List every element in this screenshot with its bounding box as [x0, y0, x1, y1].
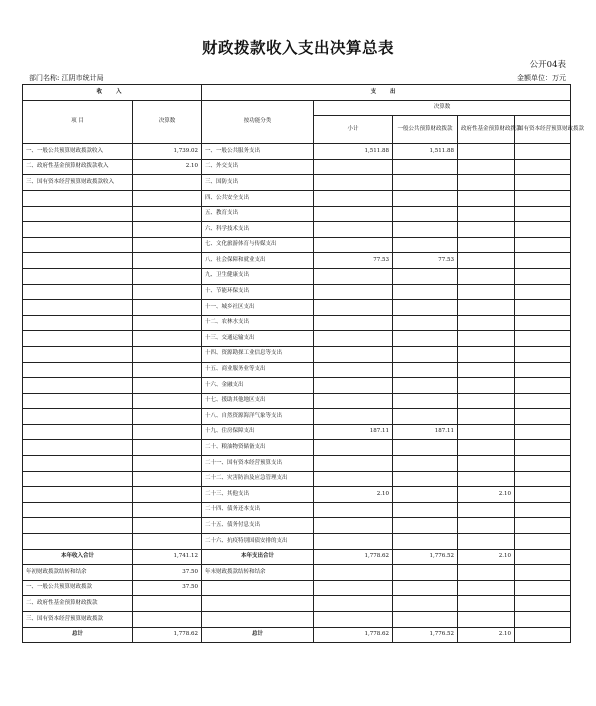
function-category-cell: 八、社会保障和就业支出 — [202, 253, 314, 269]
income-item-cell — [23, 409, 133, 425]
subtotal-cell: 2.10 — [314, 487, 393, 503]
function-category-cell: 十、节能环保支出 — [202, 284, 314, 300]
gov-fund-cell — [458, 424, 515, 440]
income-item-cell — [23, 315, 133, 331]
income-amount-cell — [133, 456, 202, 472]
subtotal-cell — [314, 206, 393, 222]
income-amount-cell — [133, 268, 202, 284]
subtotal-cell — [314, 315, 393, 331]
subtotal-cell — [314, 393, 393, 409]
income-amount-cell — [133, 487, 202, 503]
col-subtotal-header: 小计 — [314, 116, 393, 144]
carry-detail-label: 一、一般公共预算财政拨款 — [23, 580, 133, 596]
state-capital-cell — [515, 268, 571, 284]
subtotal-cell — [314, 502, 393, 518]
state-capital-cell — [515, 315, 571, 331]
general-budget-cell — [393, 237, 458, 253]
income-item-cell — [23, 300, 133, 316]
function-category-cell: 十四、资源勘探工业信息等支出 — [202, 346, 314, 362]
income-amount-cell — [133, 237, 202, 253]
income-amount-cell — [133, 362, 202, 378]
carry-detail-label: 二、政府性基金预算财政拨款 — [23, 596, 133, 612]
function-category-cell: 二十五、债务付息支出 — [202, 518, 314, 534]
table-row — [23, 284, 571, 300]
income-item-cell — [23, 206, 133, 222]
gov-fund-cell — [458, 175, 515, 191]
carry-detail-amount: 37.50 — [133, 580, 202, 596]
table-row — [23, 222, 571, 238]
empty-cell — [314, 596, 393, 612]
general-budget-cell — [393, 487, 458, 503]
carry-in-label: 年初财政拨款结转和结余 — [23, 565, 133, 581]
expense-header: 支 出 — [202, 85, 571, 101]
col-state-capital-header: 国有资本经营预算财政拨款 — [515, 116, 571, 144]
gov-fund-cell — [458, 346, 515, 362]
gov-fund-cell — [458, 518, 515, 534]
col-budget2-header: 决算数 — [314, 100, 571, 116]
income-item-cell — [23, 268, 133, 284]
general-budget-cell — [393, 471, 458, 487]
function-category-cell: 二、外交支出 — [202, 159, 314, 175]
income-amount-cell — [133, 346, 202, 362]
subtotal-cell — [314, 518, 393, 534]
function-category-cell: 六、科学技术支出 — [202, 222, 314, 238]
subtotal-cell — [314, 268, 393, 284]
year-expense-state-capital — [515, 549, 571, 565]
income-item-cell — [23, 284, 133, 300]
state-capital-cell — [515, 331, 571, 347]
gov-fund-cell — [458, 471, 515, 487]
subtotal-cell — [314, 440, 393, 456]
empty-cell — [393, 612, 458, 628]
state-capital-cell — [515, 440, 571, 456]
gov-fund-cell — [458, 393, 515, 409]
general-budget-cell: 77.53 — [393, 253, 458, 269]
subtotal-cell — [314, 409, 393, 425]
year-expense-gov-fund: 2.10 — [458, 549, 515, 565]
general-budget-cell — [393, 284, 458, 300]
carry-out-label: 年末财政拨款结转和结余 — [202, 565, 314, 581]
carry-over-row — [23, 565, 571, 581]
function-category-cell: 十九、住房保障支出 — [202, 424, 314, 440]
col-general-header: 一般公共预算财政拨款 — [393, 116, 458, 144]
subtotal-cell — [314, 534, 393, 550]
function-category-cell: 二十六、抗疫特别国债安排的支出 — [202, 534, 314, 550]
function-category-cell: 二十一、国有资本经营预算支出 — [202, 456, 314, 472]
gov-fund-cell — [458, 440, 515, 456]
income-item-cell — [23, 222, 133, 238]
general-budget-cell — [393, 222, 458, 238]
subtotal-cell — [314, 471, 393, 487]
income-item-cell — [23, 346, 133, 362]
income-amount-cell — [133, 378, 202, 394]
table-row — [23, 300, 571, 316]
year-expense-label: 本年支出合计 — [202, 549, 314, 565]
subtotal-cell — [314, 378, 393, 394]
state-capital-cell — [515, 300, 571, 316]
income-item-cell: 三、国有资本经营预算财政拨款收入 — [23, 175, 133, 191]
gov-fund-cell — [458, 409, 515, 425]
total-state-capital — [515, 627, 571, 643]
general-budget-cell — [393, 268, 458, 284]
table-row — [23, 393, 571, 409]
income-amount-cell — [133, 175, 202, 191]
state-capital-cell — [515, 362, 571, 378]
table-row — [23, 175, 571, 191]
function-category-cell: 一、一般公共服务支出 — [202, 144, 314, 160]
gov-fund-cell: 2.10 — [458, 487, 515, 503]
table-row — [23, 237, 571, 253]
income-amount-cell — [133, 331, 202, 347]
function-category-cell: 二十、粮油物资储备支出 — [202, 440, 314, 456]
income-amount-cell — [133, 284, 202, 300]
function-category-cell: 二十二、灾害防治及应急管理支出 — [202, 471, 314, 487]
table-row — [23, 253, 571, 269]
income-item-cell — [23, 424, 133, 440]
income-amount-cell — [133, 300, 202, 316]
total-label-income: 总计 — [23, 627, 133, 643]
table-row — [23, 190, 571, 206]
state-capital-cell — [515, 159, 571, 175]
year-expense-subtotal: 1,778.62 — [314, 549, 393, 565]
general-budget-cell — [393, 502, 458, 518]
gov-fund-cell — [458, 284, 515, 300]
table-row — [23, 534, 571, 550]
income-amount-cell — [133, 206, 202, 222]
subtotal-cell — [314, 362, 393, 378]
empty-cell — [458, 612, 515, 628]
general-budget-cell — [393, 315, 458, 331]
grand-total-row — [23, 627, 571, 643]
carry-detail-row — [23, 596, 571, 612]
table-row — [23, 424, 571, 440]
empty-cell — [393, 565, 458, 581]
general-budget-cell — [393, 440, 458, 456]
gov-fund-cell — [458, 502, 515, 518]
general-budget-cell — [393, 300, 458, 316]
state-capital-cell — [515, 393, 571, 409]
total-income-amount: 1,778.62 — [133, 627, 202, 643]
empty-cell — [515, 565, 571, 581]
empty-cell — [515, 596, 571, 612]
function-category-cell: 十六、金融支出 — [202, 378, 314, 394]
gov-fund-cell — [458, 253, 515, 269]
gov-fund-cell — [458, 456, 515, 472]
gov-fund-cell — [458, 144, 515, 160]
state-capital-cell — [515, 518, 571, 534]
subtotal-cell — [314, 159, 393, 175]
fiscal-summary-table — [22, 84, 585, 643]
income-amount-cell — [133, 471, 202, 487]
table-row — [23, 378, 571, 394]
income-amount-cell — [133, 222, 202, 238]
income-item-cell — [23, 440, 133, 456]
carry-detail-amount — [133, 596, 202, 612]
col-func-header: 按功能分类 — [202, 100, 314, 144]
table-row — [23, 331, 571, 347]
general-budget-cell — [393, 159, 458, 175]
income-item-cell — [23, 534, 133, 550]
income-item-cell: 一、一般公共预算财政拨款收入 — [23, 144, 133, 160]
income-amount-cell — [133, 190, 202, 206]
year-expense-general: 1,776.52 — [393, 549, 458, 565]
table-row — [23, 409, 571, 425]
general-budget-cell — [393, 456, 458, 472]
table-row — [23, 159, 571, 175]
table-row — [23, 268, 571, 284]
gov-fund-cell — [458, 534, 515, 550]
general-budget-cell — [393, 518, 458, 534]
state-capital-cell — [515, 502, 571, 518]
income-item-cell — [23, 378, 133, 394]
subtotal-cell — [314, 300, 393, 316]
state-capital-cell — [515, 190, 571, 206]
total-label-expense: 总计 — [202, 627, 314, 643]
general-budget-cell — [393, 346, 458, 362]
empty-cell — [393, 596, 458, 612]
table-row — [23, 487, 571, 503]
function-category-cell: 十八、自然资源海洋气象等支出 — [202, 409, 314, 425]
empty-cell — [515, 612, 571, 628]
subtotal-cell: 187.11 — [314, 424, 393, 440]
state-capital-cell — [515, 471, 571, 487]
income-amount-cell — [133, 409, 202, 425]
subtotal-cell: 77.53 — [314, 253, 393, 269]
empty-cell — [314, 565, 393, 581]
income-amount-cell — [133, 502, 202, 518]
gov-fund-cell — [458, 315, 515, 331]
table-row — [23, 502, 571, 518]
year-income-label: 本年收入合计 — [23, 549, 133, 565]
table-row — [23, 362, 571, 378]
income-item-cell — [23, 456, 133, 472]
state-capital-cell — [515, 175, 571, 191]
state-capital-cell — [515, 534, 571, 550]
table-row — [23, 456, 571, 472]
table-row — [23, 144, 571, 160]
state-capital-cell — [515, 409, 571, 425]
function-category-cell: 七、文化旅游体育与传媒支出 — [202, 237, 314, 253]
state-capital-cell — [515, 346, 571, 362]
department-name: 部门名称: 江阴市统计局 — [29, 74, 104, 82]
col-budget-header: 决算数 — [133, 100, 202, 144]
empty-cell — [393, 580, 458, 596]
subtotal-cell — [314, 222, 393, 238]
gov-fund-cell — [458, 159, 515, 175]
year-income-amount: 1,741.12 — [133, 549, 202, 565]
empty-cell — [314, 612, 393, 628]
total-general: 1,776.52 — [393, 627, 458, 643]
general-budget-cell: 1,511.88 — [393, 144, 458, 160]
header-row-2 — [23, 100, 571, 116]
subtotal-cell — [314, 346, 393, 362]
income-amount-cell — [133, 424, 202, 440]
gov-fund-cell — [458, 268, 515, 284]
table-row — [23, 518, 571, 534]
gov-fund-cell — [458, 222, 515, 238]
function-category-cell: 三、国防支出 — [202, 175, 314, 191]
header-row-1 — [23, 85, 571, 101]
state-capital-cell — [515, 237, 571, 253]
income-item-cell — [23, 190, 133, 206]
carry-detail-row — [23, 612, 571, 628]
function-category-cell: 四、公共安全支出 — [202, 190, 314, 206]
gov-fund-cell — [458, 300, 515, 316]
subtotal-cell — [314, 284, 393, 300]
empty-cell — [458, 565, 515, 581]
state-capital-cell — [515, 206, 571, 222]
empty-cell — [458, 580, 515, 596]
empty-cell — [202, 580, 314, 596]
general-budget-cell — [393, 175, 458, 191]
function-category-cell: 九、卫生健康支出 — [202, 268, 314, 284]
function-category-cell: 十七、援助其他地区支出 — [202, 393, 314, 409]
function-category-cell: 十二、农林水支出 — [202, 315, 314, 331]
income-header: 收 入 — [23, 85, 202, 101]
income-item-cell: 二、政府性基金预算财政拨款收入 — [23, 159, 133, 175]
income-amount-cell — [133, 315, 202, 331]
table-row — [23, 315, 571, 331]
function-category-cell: 二十三、其他支出 — [202, 487, 314, 503]
income-item-cell — [23, 502, 133, 518]
general-budget-cell — [393, 331, 458, 347]
table-row — [23, 440, 571, 456]
gov-fund-cell — [458, 190, 515, 206]
empty-cell — [314, 580, 393, 596]
total-gov-fund: 2.10 — [458, 627, 515, 643]
income-item-cell — [23, 331, 133, 347]
amount-unit: 金额单位：万元 — [517, 74, 566, 82]
income-item-cell — [23, 487, 133, 503]
subtotal-cell — [314, 190, 393, 206]
general-budget-cell — [393, 534, 458, 550]
income-amount-cell — [133, 534, 202, 550]
income-amount-cell — [133, 253, 202, 269]
general-budget-cell — [393, 409, 458, 425]
income-amount-cell: 1,739.02 — [133, 144, 202, 160]
income-item-cell — [23, 471, 133, 487]
page-title: 财政拨款收入支出决算总表 — [201, 39, 394, 57]
function-category-cell: 五、教育支出 — [202, 206, 314, 222]
carry-detail-amount — [133, 612, 202, 628]
general-budget-cell — [393, 190, 458, 206]
col-gov-fund-header: 政府性基金预算财政拨款 — [458, 116, 515, 144]
income-amount-cell: 2.10 — [133, 159, 202, 175]
function-category-cell: 十一、城乡社区支出 — [202, 300, 314, 316]
empty-cell — [202, 612, 314, 628]
table-row — [23, 346, 571, 362]
state-capital-cell — [515, 253, 571, 269]
income-item-cell — [23, 237, 133, 253]
income-item-cell — [23, 253, 133, 269]
gov-fund-cell — [458, 331, 515, 347]
function-category-cell: 十三、交通运输支出 — [202, 331, 314, 347]
gov-fund-cell — [458, 362, 515, 378]
empty-cell — [515, 580, 571, 596]
form-number: 公开04表 — [529, 60, 566, 70]
carry-detail-row — [23, 580, 571, 596]
general-budget-cell — [393, 206, 458, 222]
subtotal-cell: 1,511.88 — [314, 144, 393, 160]
state-capital-cell — [515, 487, 571, 503]
subtotal-cell — [314, 456, 393, 472]
function-category-cell: 二十四、债务还本支出 — [202, 502, 314, 518]
gov-fund-cell — [458, 237, 515, 253]
gov-fund-cell — [458, 378, 515, 394]
income-amount-cell — [133, 393, 202, 409]
subtotal-cell — [314, 237, 393, 253]
income-item-cell — [23, 393, 133, 409]
state-capital-cell — [515, 378, 571, 394]
general-budget-cell — [393, 378, 458, 394]
empty-cell — [458, 596, 515, 612]
carry-in-amount: 37.50 — [133, 565, 202, 581]
year-total-row — [23, 549, 571, 565]
state-capital-cell — [515, 456, 571, 472]
state-capital-cell — [515, 424, 571, 440]
subtotal-cell — [314, 175, 393, 191]
income-amount-cell — [133, 440, 202, 456]
state-capital-cell — [515, 222, 571, 238]
function-category-cell: 十五、商业服务业等支出 — [202, 362, 314, 378]
income-item-cell — [23, 518, 133, 534]
general-budget-cell: 187.11 — [393, 424, 458, 440]
subtotal-cell — [314, 331, 393, 347]
table-row — [23, 206, 571, 222]
general-budget-cell — [393, 362, 458, 378]
income-amount-cell — [133, 518, 202, 534]
state-capital-cell — [515, 284, 571, 300]
gov-fund-cell — [458, 206, 515, 222]
state-capital-cell — [515, 144, 571, 160]
col-item-header: 项 目 — [23, 100, 133, 144]
total-subtotal: 1,778.62 — [314, 627, 393, 643]
income-item-cell — [23, 362, 133, 378]
general-budget-cell — [393, 393, 458, 409]
table-row — [23, 471, 571, 487]
carry-detail-label: 三、国有资本经营预算财政拨款 — [23, 612, 133, 628]
empty-cell — [202, 596, 314, 612]
